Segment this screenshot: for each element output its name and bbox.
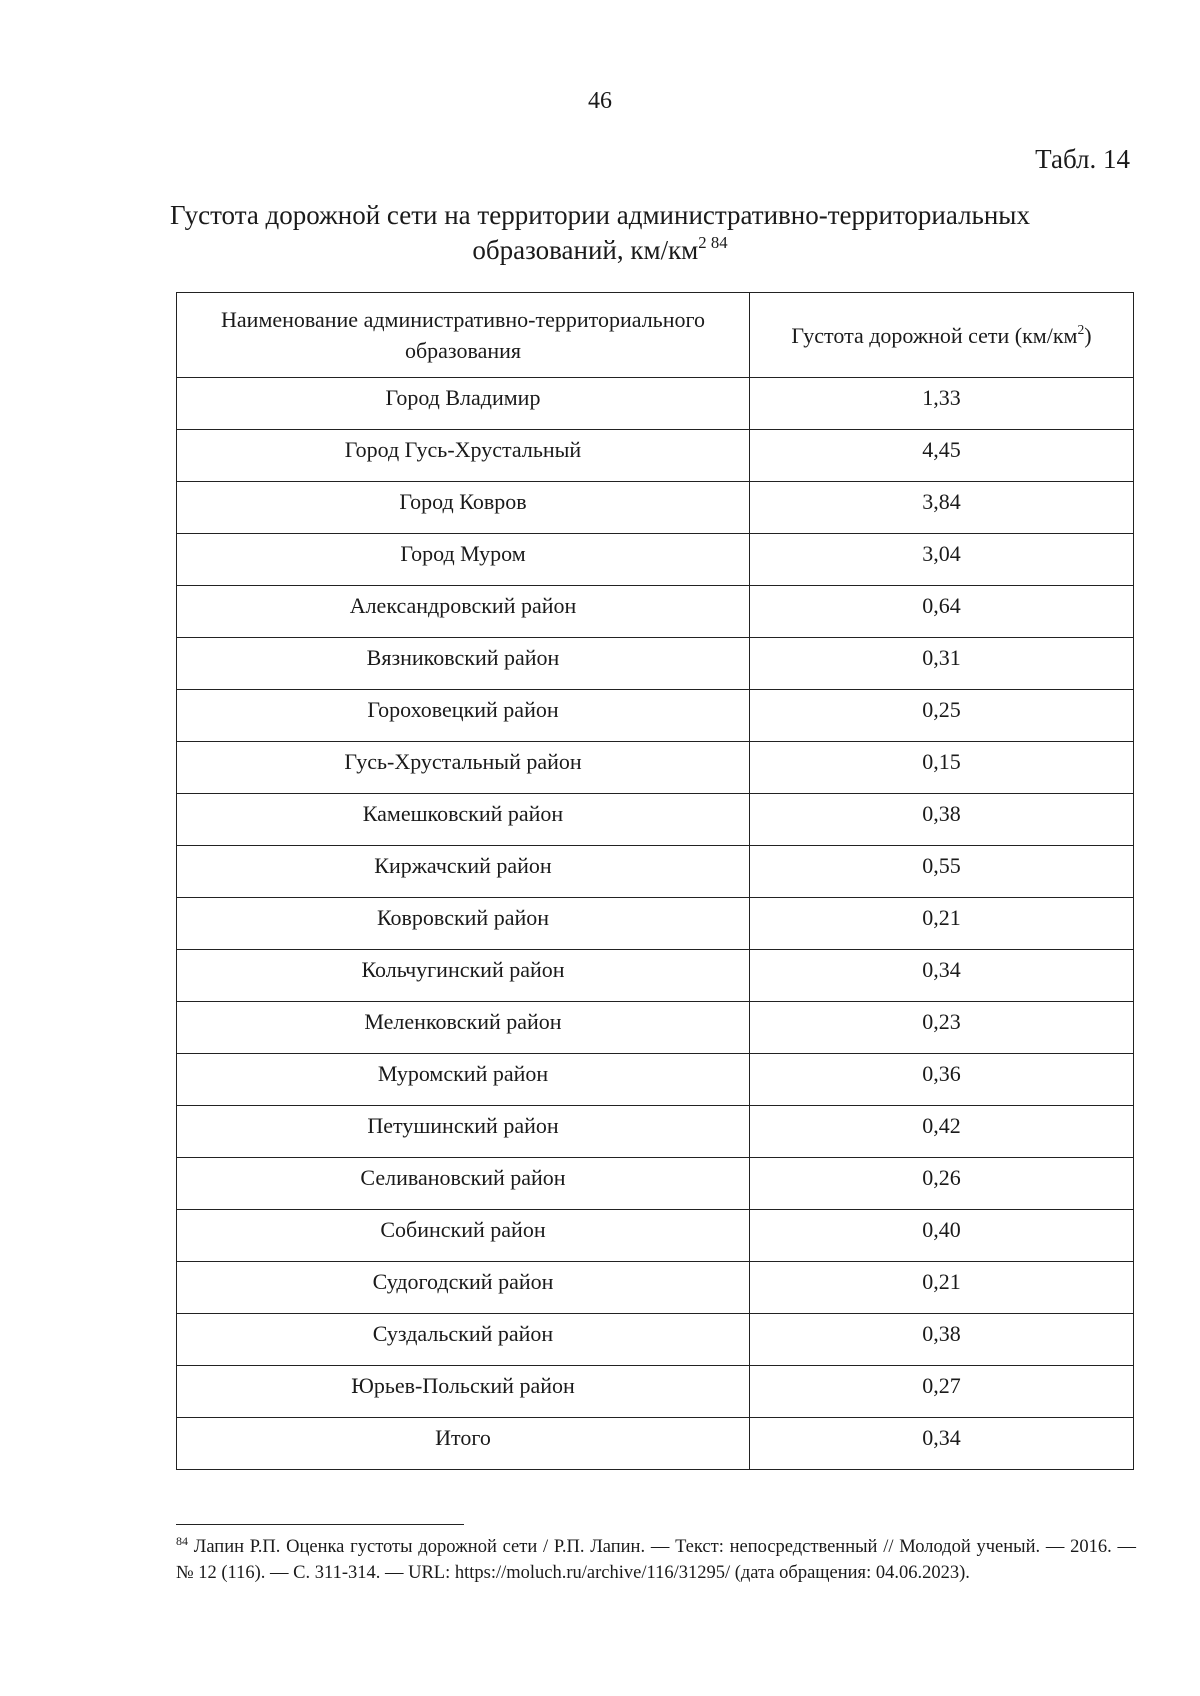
table-row — [177, 1418, 1134, 1470]
table-row — [177, 430, 1134, 482]
row-name-cell: Юрьев-Польский район — [177, 1366, 750, 1418]
row-value-cell: 0,42 — [750, 1106, 1134, 1158]
table-title-line-1: Густота дорожной сети на территории административно-территориальных — [170, 200, 1030, 230]
page-number: 46 — [588, 88, 612, 114]
table-label: Табл. 14 — [1035, 144, 1130, 174]
header-density-text: Густота дорожной сети (км/км — [791, 322, 1078, 348]
row-value-cell: 0,25 — [750, 690, 1134, 742]
row-name-cell: Суздальский район — [177, 1314, 750, 1366]
footnote-text: Лапин Р.П. Оценка густоты дорожной сети / Р.П. Лапин. — Текст: непосредственный // Молодой ученый. — 2016. — № 12 (116). — С. 311-314. — URL: https://moluch.ru/archive/116/31295/ (дата обращения: 04.06.2023). — [176, 1537, 1137, 1583]
row-name-cell: Гусь-Хрустальный район — [177, 742, 750, 794]
table-row — [177, 950, 1134, 1002]
table-row — [177, 742, 1134, 794]
header-density-sup: 2 — [1077, 321, 1085, 337]
row-name-cell: Город Гусь-Хрустальный — [177, 430, 750, 482]
table-row — [177, 1158, 1134, 1210]
row-value-cell: 4,45 — [750, 430, 1134, 482]
table-row — [177, 482, 1134, 534]
row-value-cell: 0,21 — [750, 1262, 1134, 1314]
row-name-cell: Петушинский район — [177, 1106, 750, 1158]
row-name-cell: Город Владимир — [177, 378, 750, 430]
row-value-cell: 0,15 — [750, 742, 1134, 794]
table-row — [177, 898, 1134, 950]
table-row — [177, 1002, 1134, 1054]
row-name-cell: Селивановский район — [177, 1158, 750, 1210]
row-value-cell: 0,34 — [750, 1418, 1134, 1470]
row-name-cell: Собинский район — [177, 1210, 750, 1262]
row-value-cell: 0,21 — [750, 898, 1134, 950]
table-header-row — [177, 293, 1134, 378]
row-name-cell: Ковровский район — [177, 898, 750, 950]
table-row — [177, 534, 1134, 586]
header-density — [750, 293, 1134, 378]
row-value-cell: 0,36 — [750, 1054, 1134, 1106]
row-name-cell: Меленковский район — [177, 1002, 750, 1054]
table-row — [177, 794, 1134, 846]
row-name-cell: Город Ковров — [177, 482, 750, 534]
row-value-cell: 0,38 — [750, 1314, 1134, 1366]
row-value-cell: 0,38 — [750, 794, 1134, 846]
table-title-line-2 — [150, 233, 1050, 268]
table-title — [150, 198, 1050, 268]
row-value-cell: 0,27 — [750, 1366, 1134, 1418]
footnote-divider — [176, 1524, 464, 1525]
header-density-close: ) — [1084, 322, 1092, 348]
row-value-cell: 0,55 — [750, 846, 1134, 898]
header-name: Наименование административно-территориального образования — [177, 293, 750, 378]
table-row — [177, 1262, 1134, 1314]
table-row — [177, 586, 1134, 638]
row-name-cell: Итого — [177, 1418, 750, 1470]
row-name-cell: Киржачский район — [177, 846, 750, 898]
road-density-table — [176, 292, 1134, 1470]
table-title-line-2-text: образований, км/км — [472, 235, 699, 265]
table-row — [177, 846, 1134, 898]
table-row — [177, 1054, 1134, 1106]
row-value-cell: 3,04 — [750, 534, 1134, 586]
footnote-marker: 84 — [176, 1533, 189, 1548]
row-value-cell: 0,26 — [750, 1158, 1134, 1210]
table-title-superscript: 2 84 — [698, 233, 728, 253]
row-name-cell: Муромский район — [177, 1054, 750, 1106]
row-value-cell: 0,31 — [750, 638, 1134, 690]
row-name-cell: Город Муром — [177, 534, 750, 586]
row-value-cell: 0,23 — [750, 1002, 1134, 1054]
row-value-cell: 3,84 — [750, 482, 1134, 534]
footnote — [176, 1534, 1136, 1586]
row-name-cell: Кольчугинский район — [177, 950, 750, 1002]
table-row — [177, 638, 1134, 690]
row-name-cell: Гороховецкий район — [177, 690, 750, 742]
table-row — [177, 378, 1134, 430]
table-row — [177, 1314, 1134, 1366]
row-name-cell: Камешковский район — [177, 794, 750, 846]
row-value-cell: 0,34 — [750, 950, 1134, 1002]
row-name-cell: Вязниковский район — [177, 638, 750, 690]
row-value-cell: 1,33 — [750, 378, 1134, 430]
table-row — [177, 1366, 1134, 1418]
table-row — [177, 690, 1134, 742]
table-row — [177, 1106, 1134, 1158]
table-row — [177, 1210, 1134, 1262]
row-value-cell: 0,40 — [750, 1210, 1134, 1262]
row-name-cell: Судогодский район — [177, 1262, 750, 1314]
table-body — [177, 378, 1134, 1470]
row-name-cell: Александровский район — [177, 586, 750, 638]
row-value-cell: 0,64 — [750, 586, 1134, 638]
